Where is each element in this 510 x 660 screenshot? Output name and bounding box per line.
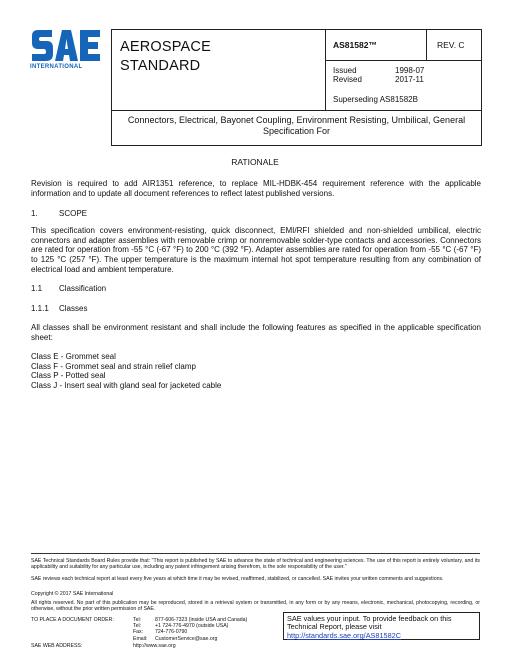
class-list: [31, 352, 481, 391]
contact-key: Tel:: [133, 617, 142, 623]
rationale-paragraph: Revision is required to add AIR1351 reference, to replace MIL-HDBK-454 requirement reference with the applicable information and to update all document references to reflect latest published versions.: [31, 179, 481, 198]
scope-paragraph: This specification covers environment-resisting, quick disconnect, EMI/RFI shielded and non-shielded umbilical, electric connectors and adapter assemblies with removable crimp or nonremovable solder-type contacts and accessories. Connectors are rated for operation from -55 °C (-67 °F) to 200 °C (392 °F). Adapter assemblies are rated for operation from -55 °C (-67 °F) to 125 °C (257 °F). The upper temperature is the maximum internal hot spot temperature resulting from any combination of electrical load and ambient temperature.: [31, 226, 481, 274]
section-number: 1.: [31, 209, 38, 218]
section-number: 1.1.1: [31, 304, 49, 313]
web-address-link[interactable]: http://www.sae.org: [133, 643, 176, 649]
classes-paragraph: All classes shall be environment resistant and shall include the following features as specified in the applicable specification sheet:: [31, 323, 481, 342]
section-number: 1.1: [31, 284, 43, 293]
scope-heading: [31, 209, 481, 219]
logo-subtitle: INTERNATIONAL: [30, 64, 83, 70]
rights-note: All rights reserved. No part of this publication may be reproduced, stored in a retrieval system or transmitted, in any form or by any means, electronic, mechanical, photocopying, recording, or otherwise, without the prior written permission of SAE.: [31, 600, 480, 613]
list-item: Class F - Grommet seal and strain relief clamp: [31, 361, 196, 371]
copyright-note: Copyright © 2017 SAE International: [31, 591, 114, 597]
classification-heading: [31, 284, 481, 294]
contact-value: 724-776-0790: [155, 629, 188, 636]
section-title: SCOPE: [59, 209, 88, 218]
revision-label: REV. C: [437, 40, 465, 50]
issued-date: 1998-07: [395, 66, 425, 75]
contact-key: Tel:: [133, 623, 142, 630]
board-rules-note: SAE Technical Standards Board Rules provide that: "This report is published by SAE to advance the state of technical and engineering sciences. The use of this report is entirely voluntary, and its applicability and suitability for any particular use, including any patent infringement arising therefrom, is the sole responsibility of the user.": [31, 558, 480, 571]
contact-list: [133, 617, 247, 642]
contact-value: +1 724-776-4970 (outside USA): [155, 623, 229, 630]
superseding-note: Superseding AS81582B: [333, 95, 418, 104]
section-title: Classes: [59, 304, 88, 313]
classes-heading: [31, 304, 481, 314]
footer-divider: [31, 553, 480, 554]
rationale-heading: RATIONALE: [231, 157, 279, 167]
document-title: Connectors, Electrical, Bayonet Coupling, Environment Resisting, Umbilical, General Specification For: [127, 115, 466, 136]
contact-value: 877-606-7323 (inside USA and Canada): [155, 617, 248, 623]
feedback-link[interactable]: http://standards.sae.org/AS81582C: [287, 630, 401, 640]
feedback-text: SAE values your input. To provide feedback on this Technical Report, please visit: [287, 614, 452, 632]
web-address-label: SAE WEB ADDRESS:: [31, 643, 83, 649]
issued-label: Issued: [333, 66, 357, 75]
contact-key: Fax:: [133, 629, 144, 636]
list-item: Class E - Grommet seal: [31, 352, 116, 361]
contact-row[interactable]: [133, 636, 247, 642]
revised-label: Revised: [333, 75, 362, 84]
standard-type-line2: STANDARD: [120, 58, 201, 74]
document-number: AS81582™: [333, 40, 377, 50]
standard-type-line1: AEROSPACE: [120, 39, 211, 55]
list-item: Class J - Insert seal with gland seal for jacketed cable: [31, 381, 222, 391]
section-title: Classification: [59, 284, 107, 293]
order-label: TO PLACE A DOCUMENT ORDER:: [31, 617, 114, 623]
feedback-box: [283, 612, 480, 640]
contact-key: Email:: [133, 635, 148, 642]
list-item: Class P - Potted seal: [31, 371, 106, 381]
email-link[interactable]: CustomerService@sae.org: [155, 635, 218, 642]
review-note: SAE reviews each technical report at least every five years at which time it may be revised, reaffirmed, stabilized, or cancelled. SAE invites your written comments and suggestions.: [31, 576, 444, 582]
revised-date: 2017-11: [395, 75, 424, 84]
